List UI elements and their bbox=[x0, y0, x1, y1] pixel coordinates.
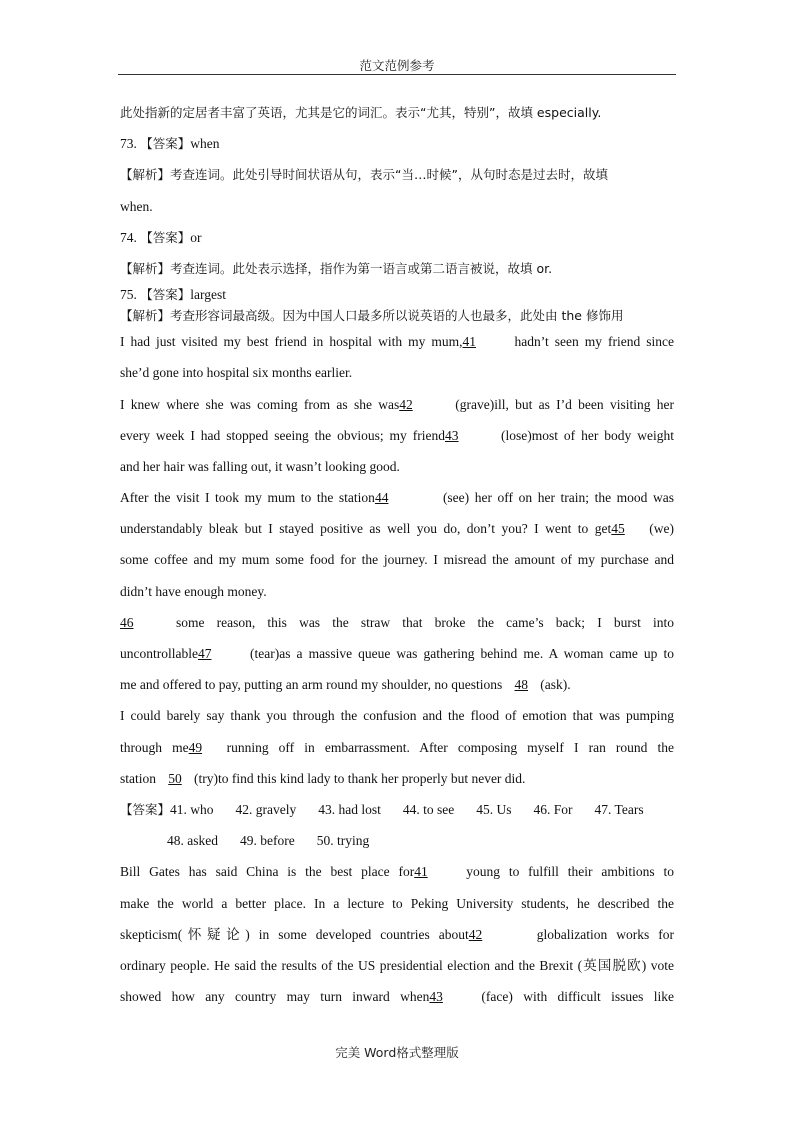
answer-item: 42. gravely bbox=[235, 801, 297, 817]
passage-text: showed how any country may turn inward when bbox=[120, 989, 430, 1005]
passage-line: ordinary people. He said the results of the US presidential election and the Brexit (英国脱欧) vote bbox=[120, 957, 674, 973]
blank-48: 48 bbox=[514, 677, 529, 693]
question-number: 73. bbox=[120, 136, 137, 152]
answer-tag: 【答案】 bbox=[140, 287, 191, 303]
passage-text: I had just visited my best friend in hospital with my mum, bbox=[120, 334, 463, 350]
passage-line: I could barely say thank you through the confusion and the flood of emotion that was pumping bbox=[120, 708, 674, 724]
question-number: 75. bbox=[120, 287, 137, 303]
page-header: 范文范例参考 bbox=[359, 58, 435, 73]
passage-text: through me bbox=[120, 739, 189, 755]
answer-value: or bbox=[190, 229, 202, 245]
explanation-line: 【解析】考查连词。此处表示选择，指作为第一语言或第二语言被说，故填 or. bbox=[120, 260, 553, 276]
passage-line: and her hair was falling out, it wasn’t looking good. bbox=[120, 458, 400, 474]
blank-q43: 43 bbox=[429, 989, 443, 1005]
passage-line bbox=[120, 607, 674, 638]
blank-44: 44 bbox=[374, 490, 389, 506]
answer-75-line bbox=[120, 284, 674, 305]
passage-line: make the world a better place. In a lecture to Peking University students, he described the bbox=[120, 895, 674, 911]
answer-item: 50. trying bbox=[316, 833, 370, 849]
answer-tag: 【答案】 bbox=[140, 136, 191, 152]
passage-text: globalization works for bbox=[536, 926, 674, 942]
passage-text: After the visit I took my mum to the station bbox=[120, 490, 375, 506]
answer-item: 44. to see bbox=[402, 801, 455, 817]
answer-tag: 【答案】 bbox=[120, 801, 171, 817]
answer-item: 47. Tears bbox=[594, 801, 644, 817]
passage-text: (see) her off on her train; the mood was bbox=[442, 490, 674, 506]
passage-text: every week I had stopped seeing the obvious; my friend bbox=[120, 427, 445, 443]
passage-line bbox=[120, 389, 674, 420]
passage-text: understandably bleak but I stayed positive as well you do, don’t you? I went to get bbox=[120, 521, 612, 537]
answer-key-line bbox=[120, 794, 674, 825]
passage-text: young to fulfill their ambitions to bbox=[466, 864, 674, 880]
blank-49: 49 bbox=[188, 739, 203, 755]
answer-item: 45. Us bbox=[476, 801, 512, 817]
passage-line bbox=[120, 482, 674, 513]
answer-key-line bbox=[120, 825, 674, 856]
passage-text: (try)to find this kind lady to thank her properly but never did. bbox=[194, 770, 526, 786]
passage-text: Bill Gates has said China is the best place for bbox=[120, 864, 415, 880]
answer-item: 43. had lost bbox=[318, 801, 381, 817]
passage-text: me and offered to pay, putting an arm round my shoulder, no questions bbox=[120, 677, 503, 693]
explanation-line: 【解析】考查形容词最高级。因为中国人口最多所以说英语的人也最多，此处由 the 修饰用 bbox=[120, 308, 624, 324]
page-footer: 完美 Word格式整理版 bbox=[335, 1045, 459, 1060]
passage-text: some reason, this was the straw that broke the came’s back; I burst into bbox=[176, 614, 674, 630]
passage-text: (lose)most of her body weight bbox=[500, 427, 675, 443]
blank-50: 50 bbox=[168, 770, 182, 786]
blank-45: 45 bbox=[611, 521, 625, 537]
passage-text: running off in embarrassment. After composing myself I ran round the bbox=[226, 739, 674, 755]
passage-text: uncontrollable bbox=[120, 646, 198, 661]
question-number: 74. bbox=[120, 229, 137, 245]
passage-line: she’d gone into hospital six months earlier. bbox=[120, 365, 353, 381]
answer-value: largest bbox=[190, 287, 227, 303]
document-body bbox=[120, 97, 674, 1012]
answer-74-line bbox=[120, 222, 674, 253]
explanation-line: when. bbox=[120, 198, 153, 214]
answer-item: 48. asked bbox=[167, 833, 218, 849]
answer-tag: 【答案】 bbox=[140, 229, 191, 245]
passage-line bbox=[120, 420, 674, 451]
blank-46: 46 bbox=[120, 614, 134, 630]
blank-q41: 41 bbox=[414, 864, 428, 880]
answer-value: when bbox=[190, 136, 220, 152]
header-rule bbox=[118, 74, 676, 75]
passage-line bbox=[120, 919, 674, 950]
passage-line: some coffee and my mum some food for the journey. I misread the amount of my purchase and bbox=[120, 552, 674, 568]
answer-73-line bbox=[120, 128, 674, 159]
answer-item: 49. before bbox=[240, 833, 295, 849]
passage-line bbox=[120, 856, 674, 887]
passage-line bbox=[120, 981, 674, 1012]
passage-line bbox=[120, 513, 674, 544]
passage-text: hadn’t seen my friend since bbox=[514, 334, 674, 350]
answer-item: 41. who bbox=[170, 801, 214, 817]
passage-text: (tear)as a massive queue was gathering behind me. A woman came up to bbox=[249, 646, 674, 661]
passage-line bbox=[120, 763, 674, 794]
blank-43: 43 bbox=[444, 427, 459, 443]
blank-41: 41 bbox=[462, 334, 476, 350]
passage-text: station bbox=[120, 770, 156, 786]
answer-item: 46. For bbox=[533, 801, 573, 817]
passage-line bbox=[120, 732, 674, 763]
explanation-line: 此处指新的定居者丰富了英语，尤其是它的词汇。表示“尤其，特别”，故填 especially. bbox=[120, 105, 602, 120]
explanation-line: 【解析】考查连词。此处引导时间状语从句，表示“当…时候”，从句时态是过去时，故填 bbox=[120, 167, 608, 183]
blank-47: 47 bbox=[197, 646, 212, 661]
blank-q42: 42 bbox=[468, 926, 483, 942]
passage-text: (ask). bbox=[540, 677, 571, 693]
passage-line bbox=[120, 669, 674, 700]
passage-text: skepticism(怀疑论) in some developed countries about bbox=[120, 926, 469, 942]
passage-text: (grave)ill, but as I’d been visiting her bbox=[455, 396, 674, 412]
passage-line bbox=[120, 638, 674, 669]
passage-line: didn’t have enough money. bbox=[120, 583, 267, 599]
passage-line bbox=[120, 326, 674, 357]
passage-text: (face) with difficult issues like bbox=[481, 989, 674, 1005]
blank-42: 42 bbox=[399, 396, 413, 412]
passage-text: I knew where she was coming from as she was bbox=[120, 396, 400, 412]
passage-text: (we) bbox=[649, 521, 674, 537]
